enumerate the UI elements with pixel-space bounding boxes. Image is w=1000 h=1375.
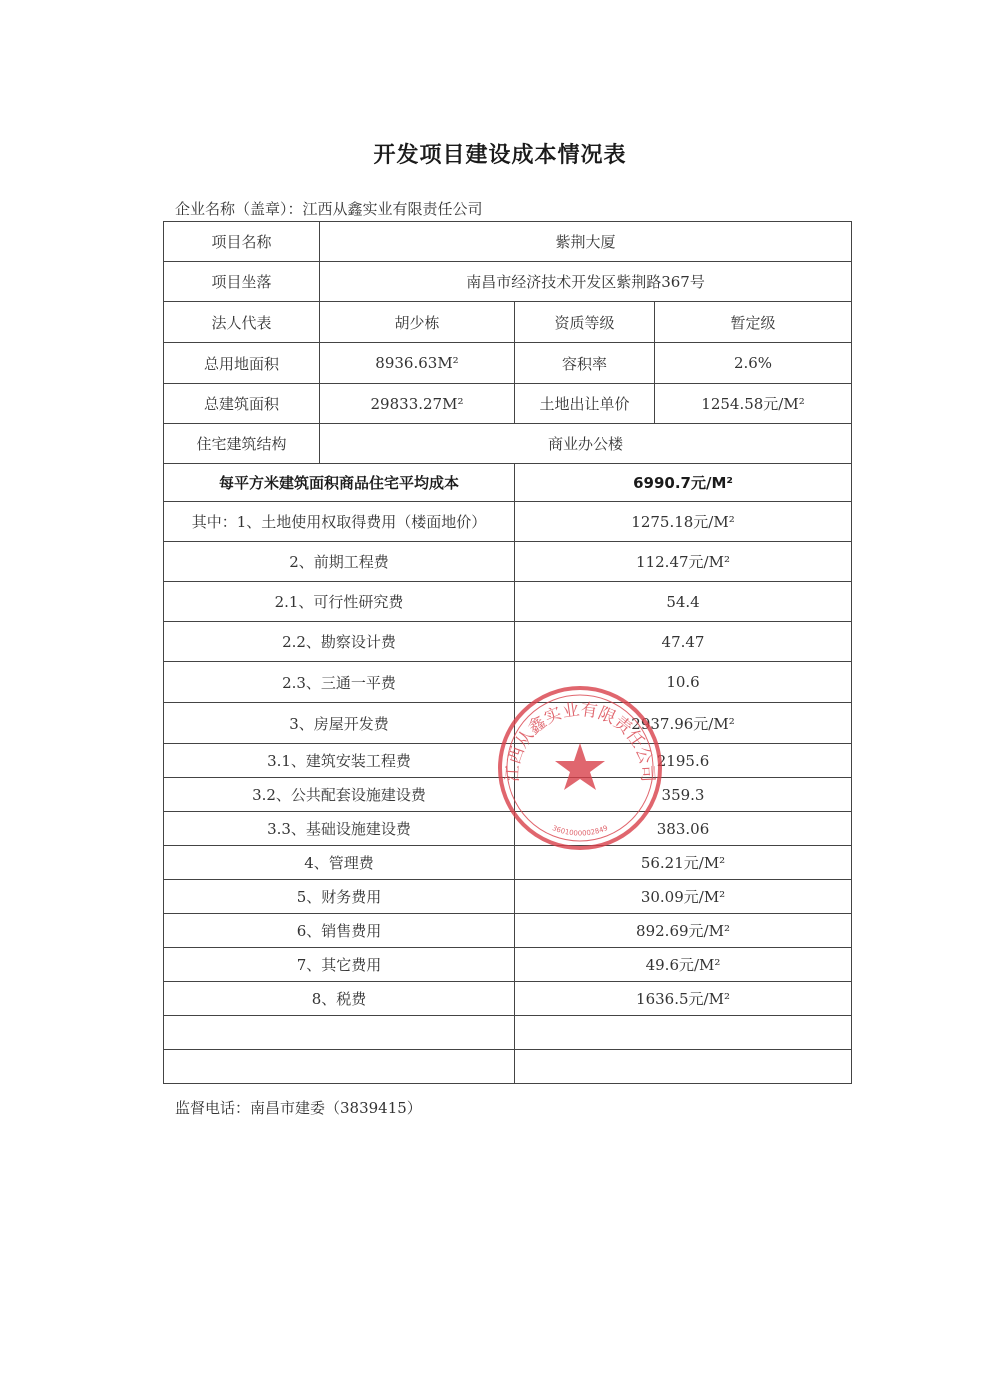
building-area-label: 总建筑面积 [164, 384, 320, 424]
cost-table [163, 221, 852, 1084]
company-name-line: 企业名称（盖章）：江西从鑫实业有限责任公司 [175, 200, 483, 218]
project-name-value: 紫荆大厦 [320, 222, 852, 262]
cost-item-value: 54.4 [515, 582, 852, 622]
land-price-value: 1254.58元/M² [655, 384, 852, 424]
cost-item-value: 383.06 [515, 812, 852, 846]
cost-item-value: 47.47 [515, 622, 852, 662]
structure-label: 住宅建筑结构 [164, 424, 320, 464]
cost-item-row [164, 542, 852, 582]
cost-item-row [164, 982, 852, 1016]
average-cost-label: 每平方米建筑面积商品住宅平均成本 [164, 464, 515, 502]
plot-ratio-label: 容积率 [515, 343, 655, 384]
empty-cell [164, 1050, 515, 1084]
cost-item-label: 7、其它费用 [164, 948, 515, 982]
project-location-value: 南昌市经济技术开发区紫荆路367号 [320, 262, 852, 302]
cost-item-row [164, 502, 852, 542]
legal-rep-label: 法人代表 [164, 302, 320, 343]
plot-ratio-value: 2.6% [655, 343, 852, 384]
project-name-label: 项目名称 [164, 222, 320, 262]
empty-row [164, 1050, 852, 1084]
seal-number: 3601000002849 [550, 824, 610, 838]
cost-item-label: 3、房屋开发费 [164, 703, 515, 744]
cost-item-row [164, 622, 852, 662]
qualification-label: 资质等级 [515, 302, 655, 343]
supervision-phone: 监督电话：南昌市建委（3839415） [175, 1099, 422, 1117]
cost-item-value: 30.09元/M² [515, 880, 852, 914]
cost-item-row [164, 914, 852, 948]
cost-item-label: 3.1、建筑安装工程费 [164, 744, 515, 778]
seal-text: 江西从鑫实业有限责任公司 [502, 699, 658, 783]
cost-item-label: 2、前期工程费 [164, 542, 515, 582]
cost-item-value: 892.69元/M² [515, 914, 852, 948]
project-location-label: 项目坐落 [164, 262, 320, 302]
empty-cell [515, 1016, 852, 1050]
land-price-label: 土地出让单价 [515, 384, 655, 424]
cost-item-label: 3.3、基础设施建设费 [164, 812, 515, 846]
structure-value: 商业办公楼 [320, 424, 852, 464]
cost-item-value: 1636.5元/M² [515, 982, 852, 1016]
legal-rep-value: 胡少栋 [320, 302, 515, 343]
building-area-value: 29833.27M² [320, 384, 515, 424]
cost-item-row [164, 880, 852, 914]
table-row [164, 302, 852, 343]
cost-item-row [164, 582, 852, 622]
cost-item-label: 2.1、可行性研究费 [164, 582, 515, 622]
company-seal [495, 683, 665, 853]
table-row [164, 384, 852, 424]
average-cost-value: 6990.7元/M² [515, 464, 852, 502]
cost-item-label: 3.2、公共配套设施建设费 [164, 778, 515, 812]
table-row [164, 424, 852, 464]
cost-item-label: 5、财务费用 [164, 880, 515, 914]
land-area-value: 8936.63M² [320, 343, 515, 384]
table-row [164, 464, 852, 502]
cost-item-value: 49.6元/M² [515, 948, 852, 982]
cost-item-value: 10.6 [515, 662, 852, 703]
cost-item-label: 2.3、三通一平费 [164, 662, 515, 703]
cost-item-label: 8、税费 [164, 982, 515, 1016]
empty-cell [515, 1050, 852, 1084]
cost-item-label: 4、管理费 [164, 846, 515, 880]
table-row [164, 262, 852, 302]
land-area-label: 总用地面积 [164, 343, 320, 384]
table-row [164, 343, 852, 384]
qualification-value: 暂定级 [655, 302, 852, 343]
cost-item-value: 112.47元/M² [515, 542, 852, 582]
empty-cell [164, 1016, 515, 1050]
cost-item-label: 2.2、勘察设计费 [164, 622, 515, 662]
cost-item-value: 56.21元/M² [515, 846, 852, 880]
table-row [164, 222, 852, 262]
page-title: 开发项目建设成本情况表 [373, 143, 627, 168]
cost-item-value: 2937.96元/M² [515, 703, 852, 744]
cost-item-label: 其中：1、土地使用权取得费用（楼面地价） [164, 502, 515, 542]
cost-item-row [164, 948, 852, 982]
cost-item-value: 2195.6 [515, 744, 852, 778]
cost-item-value: 1275.18元/M² [515, 502, 852, 542]
empty-row [164, 1016, 852, 1050]
cost-item-label: 6、销售费用 [164, 914, 515, 948]
cost-item-value: 359.3 [515, 778, 852, 812]
